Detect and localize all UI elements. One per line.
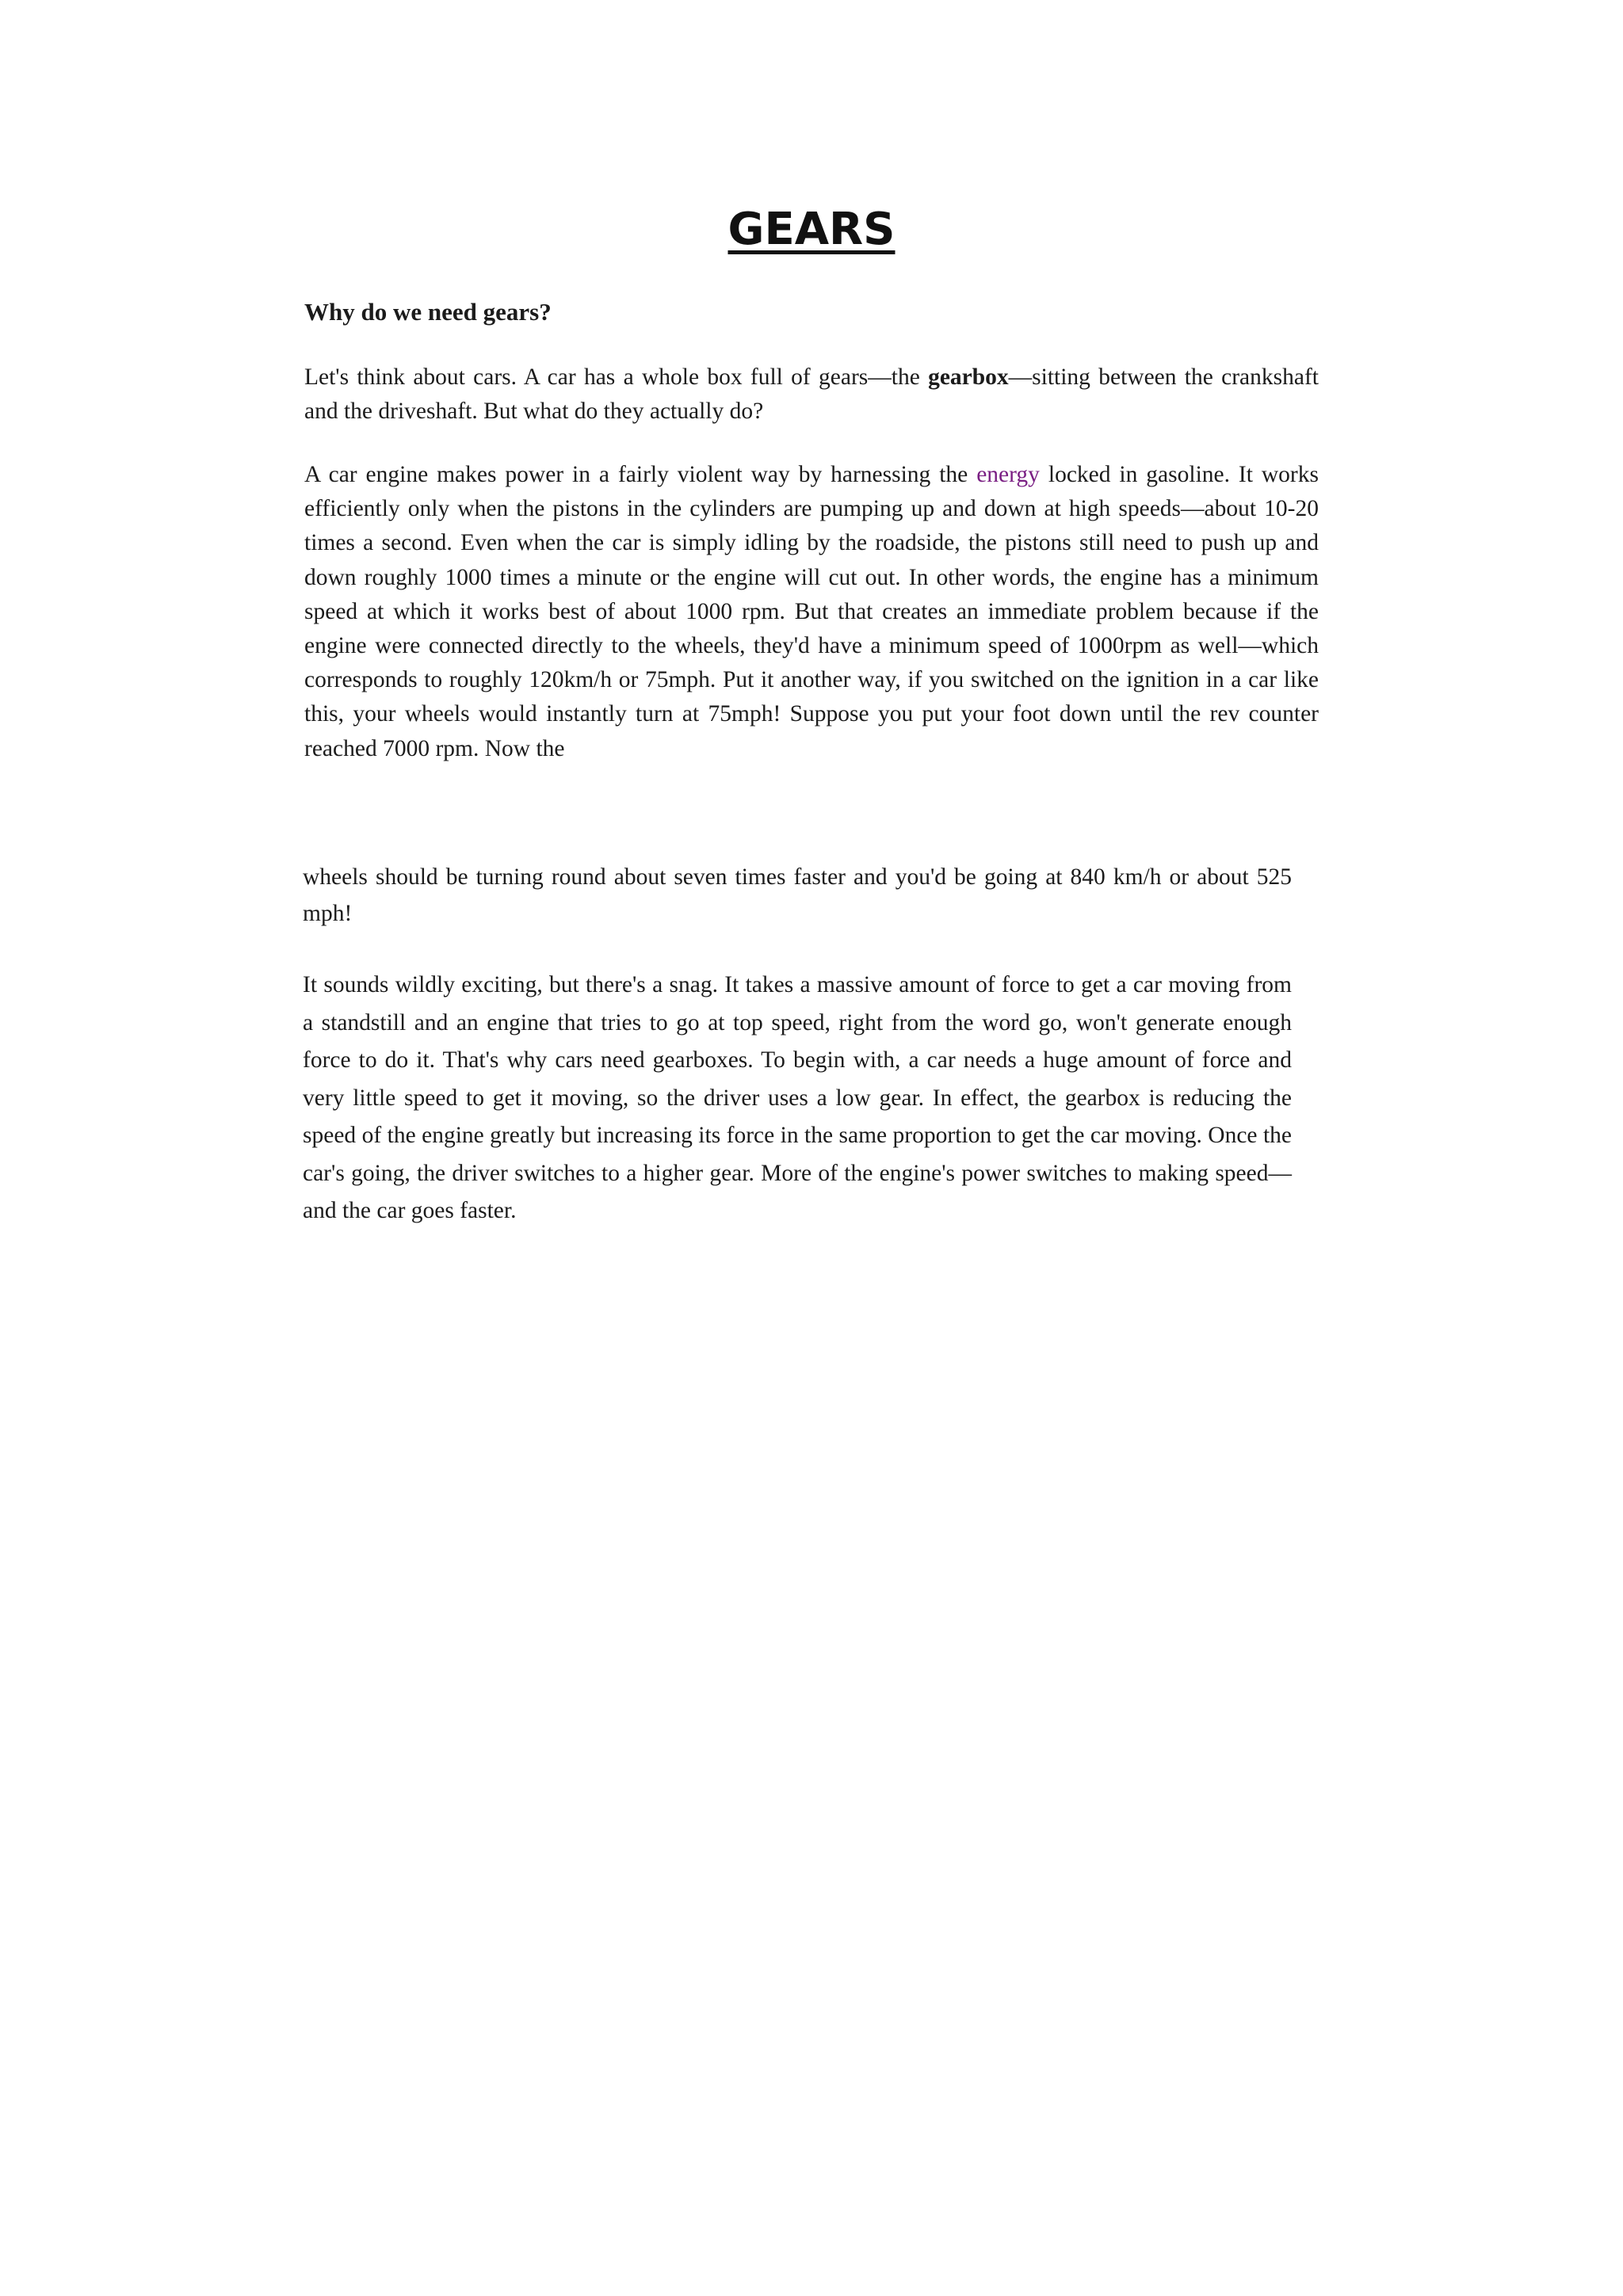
paragraph-wheels: wheels should be turning round about seven times faster and you'd be going at 840 km/h or about 525 mph! — [303, 864, 1292, 926]
page-title-text: GEARS — [727, 204, 896, 255]
paragraph-intro-text-a: Let's think about cars. A car has a whole box full of gears—the — [304, 364, 929, 390]
paragraph-engine-text-a: A car engine makes power in a fairly violent way by harnessing the — [304, 462, 977, 487]
paragraph-snag: It sounds wildly exciting, but there's a snag. It takes a massive amount of force to get a car moving from a standstill and an engine that tries to go at top speed, right from the word go, won't generate enough force to do it. That's why cars need gearboxes. To begin with, a car needs a huge amount of force and very little speed to get it moving, so the driver uses a low gear. In effect, the gearbox is reducing the speed of the engine greatly but increasing its force in the same proportion to get the car moving. Once the car's going, the driver switches to a higher gear. More of the engine's power switches to making speed—and the car goes faster. — [303, 972, 1292, 1223]
gearbox-term: gearbox — [928, 364, 1009, 390]
energy-link[interactable]: energy — [976, 462, 1040, 487]
section-heading: Why do we need gears? — [304, 298, 552, 326]
paragraph-intro — [304, 360, 1319, 429]
paragraph-engine-text-b: locked in gasoline. It works efficiently only when the pistons in the cylinders are pumping up and down at high speeds—about 10-20 times a second. Even when the car is simply idling by the roadside, the pistons still need to push up and down roughly 1000 times a minute or the engine will cut out. In other words, the engine has a minimum speed at which it works best of about 1000 rpm. But that creates an immediate problem because if the engine were connected directly to the wheels, they'd have a minimum speed of 1000rpm as well—which corresponds to roughly 120km/h or 75mph. Put it another way, if you switched on the ignition in a car like this, your wheels would instantly turn at 75mph! Suppose you put your foot down until the rev counter reached 7000 rpm. Now the — [304, 462, 1319, 761]
paragraph-intro-text-b: —sitting between the crankshaft and the driveshaft. But what do they actually do? — [304, 364, 1319, 424]
page-title — [0, 200, 1623, 260]
paragraph-engine — [304, 458, 1319, 766]
